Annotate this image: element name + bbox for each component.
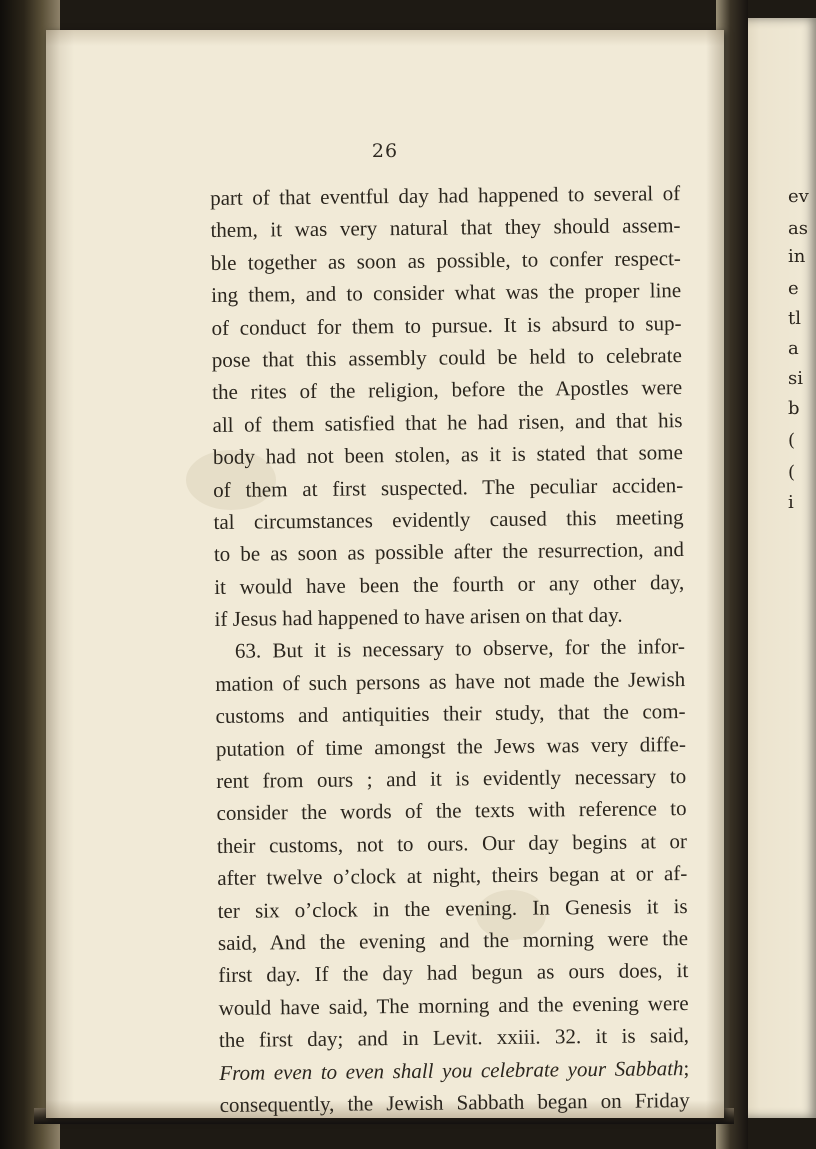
text-line: rent from ours ; and it is evidently necessary to xyxy=(216,764,687,793)
facing-page-fragment: tl xyxy=(788,308,801,329)
text-line: would have said, The morning and the evening were xyxy=(218,990,689,1020)
text-line: tal circumstances evidently caused this meeting xyxy=(213,504,684,534)
facing-page-fragment: a xyxy=(788,338,799,359)
text-line: it would have been the fourth or any other day, xyxy=(214,569,685,599)
italic-quote-line xyxy=(219,1052,689,1089)
text-line: part of that eventful day had happened to several of xyxy=(210,181,681,210)
body-text xyxy=(210,177,690,1121)
facing-page-fragment: ( xyxy=(788,462,796,483)
italic-quote: From even to even shall you celebrate your Sabbath xyxy=(219,1055,684,1085)
facing-page-fragment: si xyxy=(788,368,803,389)
page-number: 26 xyxy=(371,140,399,162)
facing-page-fragment: b xyxy=(788,398,800,419)
text-line: if Jesus had happened to have arisen on that day. xyxy=(214,602,623,632)
facing-page xyxy=(736,18,816,1118)
text-line: consequently, the Jewish Sabbath began on Friday xyxy=(219,1087,690,1117)
text-line: putation of time amongst the Jews was very diffe- xyxy=(215,731,687,761)
facing-page-fragment: in xyxy=(788,246,806,267)
text-line: said, And the evening and the morning were the xyxy=(217,926,689,955)
facing-page-fragment: e xyxy=(788,278,799,299)
text-line: of conduct for them to pursue. It is absurd to sup- xyxy=(211,310,682,340)
text-line: to be as soon as possible after the resurrection, and xyxy=(213,537,684,567)
text-line: ing them, and to consider what was the proper line xyxy=(211,278,682,308)
line-rest: ; xyxy=(683,1055,690,1080)
text-line: customs and antiquities their study, that the com- xyxy=(215,699,686,729)
facing-page-fragment: ( xyxy=(788,430,796,451)
text-line: the rites of the religion, before the Apostles were xyxy=(212,375,683,405)
text-line: ter six o’clock in the evening. In Genesis it is xyxy=(217,893,688,923)
text-line: mation of such persons as have not made the Jewish xyxy=(215,666,686,696)
facing-page-fragment: as xyxy=(788,218,808,239)
paragraph-start-line: 63. But it is necessary to observe, for the infor- xyxy=(234,634,686,664)
facing-page-fragment: ev xyxy=(788,186,809,207)
text-line: first day. If the day had begun as ours does, it xyxy=(218,958,689,988)
text-line: body had not been stolen, as it is stated that some xyxy=(212,440,683,470)
text-line: their customs, not to ours. Our day begins at or xyxy=(216,828,688,858)
text-line: the first day; and in Levit. xxiii. 32. it is said, xyxy=(218,1023,690,1053)
text-line: them, it was very natural that they should assem- xyxy=(210,213,681,243)
text-line: all of them satisfied that he had risen, and that his xyxy=(212,407,683,437)
text-line: consider the words of the texts with reference to xyxy=(216,796,687,826)
book-page xyxy=(46,30,724,1118)
text-line: pose that this assembly could be held to celebrate xyxy=(211,343,682,372)
text-line: after twelve o’clock at night, theirs began at or af- xyxy=(217,861,688,891)
text-line: of them at first suspected. The peculiar acciden- xyxy=(213,472,684,502)
text-line: ble together as soon as possible, to confer respect- xyxy=(210,245,681,275)
facing-page-fragment: i xyxy=(788,492,794,513)
